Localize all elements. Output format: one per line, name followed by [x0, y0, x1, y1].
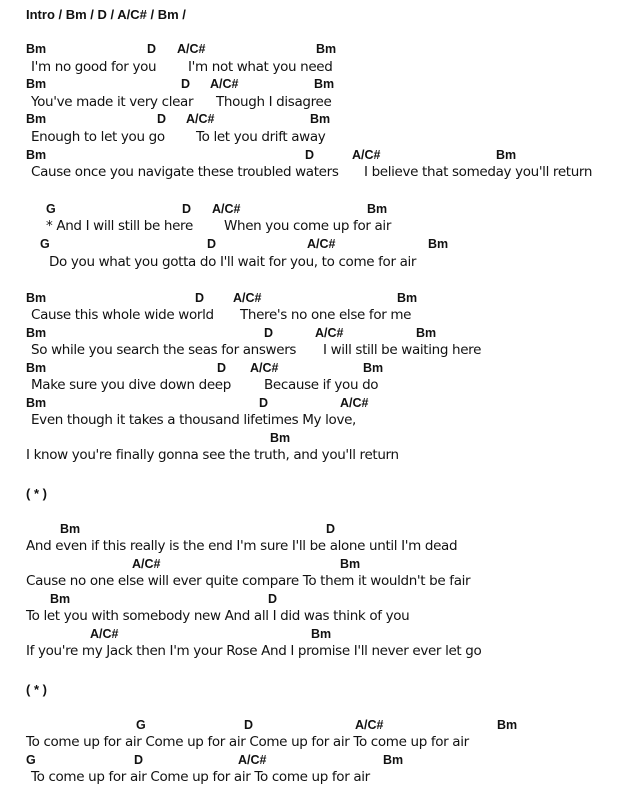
lyric: To let you drift away: [196, 129, 326, 145]
chord: D: [147, 42, 157, 56]
chorus-reference: [0, 681, 620, 698]
chord-line: [0, 111, 620, 128]
lyric-line: [0, 734, 620, 751]
chord-line: [0, 76, 620, 93]
lyric: To come up for air Come up for air Come up for air To come up for air: [26, 734, 469, 750]
chord: A/C#: [250, 361, 279, 375]
lyric-line: [0, 412, 620, 429]
chord: D: [259, 396, 269, 410]
lyric: To let you with somebody new And all I did was think of you: [26, 608, 410, 624]
chord: A/C#: [177, 42, 206, 56]
chord: A/C#: [355, 718, 384, 732]
chord: Bm: [497, 718, 518, 732]
intro-line: [0, 6, 620, 23]
chorus-ref-label: ( * ): [26, 486, 47, 501]
lyric-line: [0, 129, 620, 146]
lyric: I'm not what you need: [188, 59, 333, 75]
lyric: To come up for air Come up for air To come up for air: [31, 769, 370, 785]
chord: A/C#: [307, 237, 336, 251]
chord: G: [26, 753, 36, 767]
lyric-line: [0, 342, 620, 359]
lyric-line: [0, 643, 620, 660]
lyric-line: [0, 94, 620, 111]
chord: D: [181, 77, 191, 91]
chord: Bm: [314, 77, 335, 91]
lyric: Do you what you gotta do I'll wait for you, to come for air: [49, 254, 417, 270]
lyric: Cause this whole wide world: [31, 307, 214, 323]
chord: A/C#: [233, 291, 262, 305]
lyric: Though I disagree: [216, 94, 332, 110]
chord-line: [0, 752, 620, 769]
chord: D: [268, 592, 278, 606]
chord: Bm: [416, 326, 437, 340]
lyric-line: [0, 377, 620, 394]
chord: A/C#: [315, 326, 344, 340]
chord: Bm: [26, 77, 47, 91]
chord: Bm: [496, 148, 517, 162]
chord: Bm: [270, 431, 291, 445]
chord: G: [46, 202, 56, 216]
chord-line: [0, 430, 620, 447]
chord: A/C#: [212, 202, 241, 216]
chord: Bm: [26, 361, 47, 375]
chord: Bm: [311, 627, 332, 641]
chord-line: [0, 626, 620, 643]
lyric: Because if you do: [264, 377, 379, 393]
chord: D: [207, 237, 217, 251]
chord: A/C#: [352, 148, 381, 162]
lyric-line: [0, 59, 620, 76]
lyric-line: [0, 164, 620, 181]
lyric: I know you're finally gonna see the truth, and you'll return: [26, 447, 399, 463]
lyric: So while you search the seas for answers: [31, 342, 297, 358]
lyric: When you come up for air: [224, 218, 392, 234]
chord: Bm: [428, 237, 449, 251]
chord: D: [326, 522, 336, 536]
chorus-ref-label: ( * ): [26, 682, 47, 697]
chord: Bm: [26, 112, 47, 126]
chord: G: [136, 718, 146, 732]
chord: Bm: [367, 202, 388, 216]
chord: A/C#: [132, 557, 161, 571]
chord-line: [0, 395, 620, 412]
chord: Bm: [383, 753, 404, 767]
chord: D: [264, 326, 274, 340]
lyric: I will still be waiting here: [323, 342, 482, 358]
lyric-line: [0, 538, 620, 555]
chord: Bm: [316, 42, 337, 56]
chord: Bm: [60, 522, 81, 536]
chord-line: [0, 147, 620, 164]
chord-line: [0, 591, 620, 608]
chord: D: [157, 112, 167, 126]
chord: A/C#: [210, 77, 239, 91]
lyric-line: [0, 769, 620, 786]
lyric: And even if this really is the end I'm sure I'll be alone until I'm dead: [26, 538, 458, 554]
chord: Bm: [363, 361, 384, 375]
chord: Bm: [50, 592, 71, 606]
lyric-line: [0, 218, 620, 235]
chord: D: [134, 753, 144, 767]
lyric: If you're my Jack then I'm your Rose And I promise I'll never ever let go: [26, 643, 482, 659]
chord: D: [244, 718, 254, 732]
chord: D: [195, 291, 205, 305]
lyric: I believe that someday you'll return: [364, 164, 593, 180]
lyric: * And I will still be here: [46, 218, 193, 234]
chord: Bm: [26, 42, 47, 56]
lyric: Even though it takes a thousand lifetimes My love,: [31, 412, 356, 428]
lyric: Make sure you dive down deep: [31, 377, 231, 393]
lyric: Cause no one else will ever quite compare To them it wouldn't be fair: [26, 573, 471, 589]
lyric: You've made it very clear: [31, 94, 194, 110]
chord-line: [0, 556, 620, 573]
lyric-line: [0, 573, 620, 590]
chord: Bm: [26, 396, 47, 410]
chord-line: [0, 290, 620, 307]
chorus-reference: [0, 485, 620, 502]
chord: A/C#: [340, 396, 369, 410]
chord-line: [0, 360, 620, 377]
lyric-line: [0, 447, 620, 464]
chord: A/C#: [186, 112, 215, 126]
chord: A/C#: [90, 627, 119, 641]
chord: D: [217, 361, 227, 375]
chord-line: [0, 717, 620, 734]
chord: G: [40, 237, 50, 251]
lyric: There's no one else for me: [240, 307, 412, 323]
lyric: Cause once you navigate these troubled waters: [31, 164, 339, 180]
lyric-line: [0, 254, 620, 271]
lyric: Enough to let you go: [31, 129, 165, 145]
lyric: I'm no good for you: [31, 59, 157, 75]
chord: Bm: [26, 326, 47, 340]
chord: Bm: [310, 112, 331, 126]
chord-line: [0, 236, 620, 253]
lyric-line: [0, 307, 620, 324]
chord: Bm: [26, 291, 47, 305]
chord-line: [0, 41, 620, 58]
chord: Bm: [397, 291, 418, 305]
intro-text: Intro / Bm / D / A/C# / Bm /: [26, 7, 186, 22]
chord-line: [0, 521, 620, 538]
chord: Bm: [26, 148, 47, 162]
chord: D: [305, 148, 315, 162]
lyric-line: [0, 608, 620, 625]
chord: A/C#: [238, 753, 267, 767]
chord: D: [182, 202, 192, 216]
chord: Bm: [340, 557, 361, 571]
chord-line: [0, 325, 620, 342]
chord-line: [0, 201, 620, 218]
